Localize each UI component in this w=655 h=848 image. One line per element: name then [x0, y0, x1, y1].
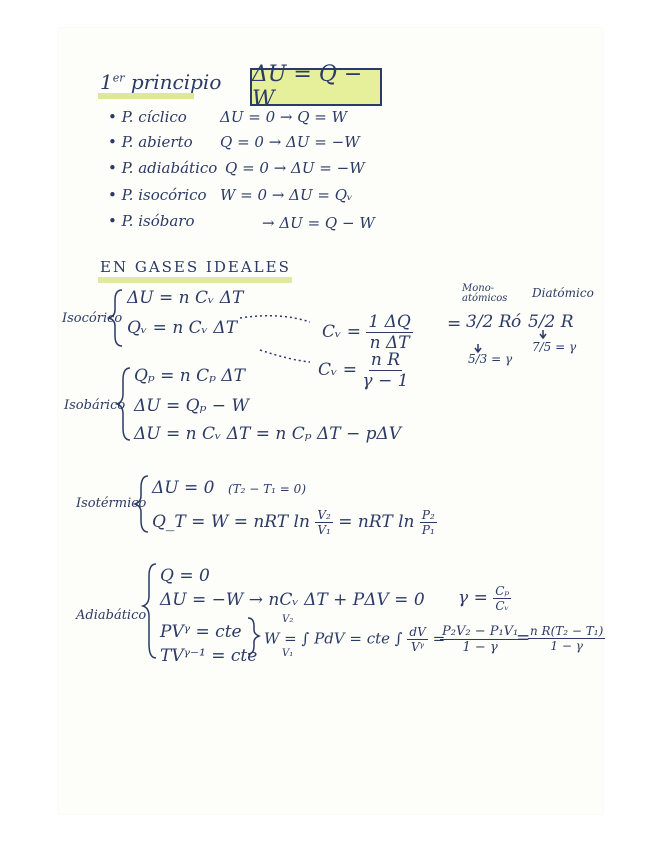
adiabatico-eq4: TVᵞ⁻¹ = cte: [160, 646, 258, 666]
mono-atomicos-label: Mono-atómicos: [462, 283, 508, 304]
isotermico-note: (T₂ − T₁ = 0): [228, 482, 306, 496]
arrow-mono-down: [475, 344, 481, 352]
adiabatico-eq2: ΔU = −W → nCᵥ ΔT + PΔV = 0: [160, 590, 425, 610]
work-integrand-fraction: $\frac{dV}{\text{Vᵞ}}$: [409, 625, 426, 654]
mono-gamma: 5/3 = γ: [468, 352, 513, 366]
page-title: 1er principio: [100, 70, 222, 94]
or-text: ó: [511, 312, 522, 332]
process-cond-isocorico: W = 0 → ΔU = Qᵥ: [220, 186, 353, 204]
isobarico-eq1: Qₚ = n Cₚ ΔT: [134, 366, 245, 386]
label-isobarico: Isobárico: [64, 398, 126, 413]
di-gamma: 7/5 = γ: [532, 340, 577, 354]
isotermico-eq2: Q_T = W = nRT ln $\frac{\text{V₂}}{\text{V₁}}$ = nRT ln $\frac{\text{P₂}}{\text{P₁}}$: [152, 508, 435, 537]
di-cv-value: 5/2 R: [528, 312, 574, 332]
section-heading: EN GASES IDEALES: [100, 258, 291, 276]
process-name-ciclico: • P. cíclico: [108, 108, 187, 126]
adiabatic-work-expression: W = ∫ PdV = cte ∫ $\frac{dV}{\text{Vᵞ}}$ =: [264, 625, 446, 654]
integral-lower-limit: V₁: [282, 648, 294, 659]
isocorico-eq1: ΔU = n Cᵥ ΔT: [127, 288, 244, 308]
isobarico-eq2: ΔU = Qₚ − W: [134, 396, 249, 416]
process-cond-isobaro: → ΔU = Q − W: [262, 214, 375, 232]
cv-equals: =: [447, 314, 462, 334]
mono-cv-value: 3/2 R: [466, 312, 512, 332]
cv-definition: Cᵥ = $\frac{1 \Delta Q}{\text{n ΔT}}$: [322, 312, 411, 353]
arrow-cv: [240, 316, 310, 322]
process-cond-ciclico: ΔU = 0 → Q = W: [220, 108, 348, 126]
label-isotermico: Isotérmico: [76, 496, 147, 511]
process-cond-adiabatico: Q = 0 → ΔU = −W: [225, 159, 365, 177]
process-name-adiabatico: • P. adiabático: [108, 159, 218, 177]
work-temperature-fraction: $\frac{\text{n R(T₂ − T₁)}}{1 - \gamma}$: [530, 624, 604, 653]
cv-gamma-fraction: $\frac{\text{n R}}{\gamma - 1}$: [362, 350, 409, 391]
work-equals: =: [516, 628, 531, 648]
isotermico-volume-fraction: $\frac{\text{V₂}}{\text{V₁}}$: [317, 508, 331, 537]
cv-fraction: $\frac{1 \Delta Q}{\text{n ΔT}}$: [368, 312, 411, 353]
work-pv-fraction: $\frac{\text{P₂V₂ − P₁V₁}}{1 - \gamma}$: [442, 624, 519, 655]
isotermico-eq1: ΔU = 0: [152, 478, 215, 498]
isobarico-eq3: ΔU = n Cᵥ ΔT = n Cₚ ΔT − pΔV: [134, 424, 402, 444]
gamma-fraction: $\frac{\text{Cₚ}}{\text{Cᵥ}}$: [495, 584, 510, 613]
label-isocorico: Isocórico: [62, 311, 123, 326]
process-cond-abierto: Q = 0 → ΔU = −W: [220, 133, 360, 151]
work-result-pv: [440, 624, 520, 655]
process-name-abierto: • P. abierto: [108, 133, 193, 151]
first-law-boxed-equation: ΔU = Q − W: [250, 68, 382, 106]
adiabatico-eq3: PVᵞ = cte: [160, 622, 242, 642]
cv-gamma-relation: Cᵥ = $\frac{\text{n R}}{\gamma - 1}$: [318, 350, 409, 391]
label-adiabatico: Adiabático: [76, 608, 147, 623]
diatomico-label: Diatómico: [532, 286, 594, 300]
arrow-cv2: [260, 350, 310, 362]
process-name-isobaro: • P. isóbaro: [108, 212, 195, 230]
adiabatico-eq1: Q = 0: [160, 566, 210, 586]
integral-upper-limit: V₂: [282, 614, 294, 625]
work-result-temperature: [528, 624, 605, 653]
process-name-isocorico: • P. isocórico: [108, 186, 207, 204]
isocorico-eq2: Qᵥ = n Cᵥ ΔT: [127, 318, 238, 338]
gamma-definition: γ = $\frac{\text{Cₚ}}{\text{Cᵥ}}$: [458, 584, 510, 613]
isotermico-pressure-fraction: $\frac{\text{P₂}}{\text{P₁}}$: [421, 508, 435, 537]
